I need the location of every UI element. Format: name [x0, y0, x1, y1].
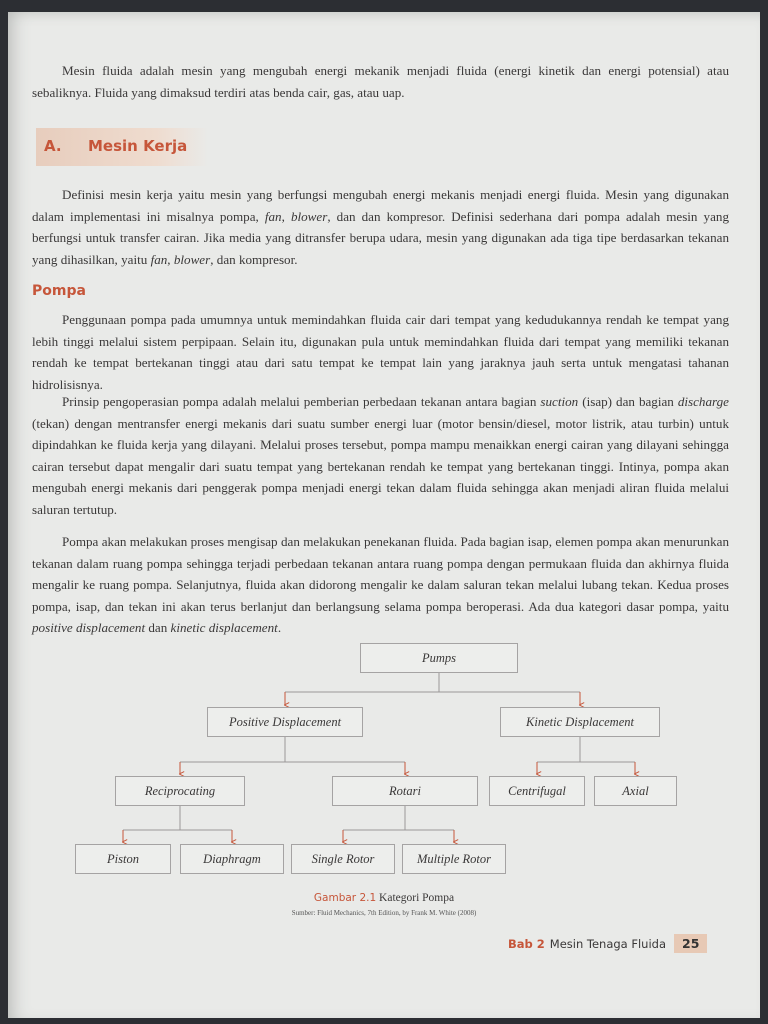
node-positive-displacement: Positive Displacement — [207, 707, 363, 737]
diagram-connectors — [8, 12, 760, 892]
node-rotari: Rotari — [332, 776, 478, 806]
pompa-paragraph-2: Prinsip pengoperasian pompa adalah melalui pemberian perbedaan tekanan antara bagian suction (isap) dan bagian discharge (tekan) dengan mentransfer energi mekanis dari suatu sumber energi luar (motor bensin/diesel, motor listrik, atau turbin) untuk dipindahkan ke fluida kerja yang dilayani. Melalui proses tersebut, pompa mampu menaikkan energi cairan yang dilayani sehingga cairan tersebut dapat mengalir dari suatu tempat yang bertekanan rendah ke tempat yang bertekanan tinggi. Intinya, pompa akan mengubah energi mekanis dari penggerak pompa menjadi energi tekan dalam fluida sehingga akan menjadi aliran fluida melalui saluran tertutup. — [32, 394, 729, 517]
node-multiple-rotor: Multiple Rotor — [402, 844, 506, 874]
node-kinetic-displacement: Kinetic Displacement — [500, 707, 660, 737]
section-letter: A. — [44, 137, 62, 155]
pompa-paragraph-1: Penggunaan pompa pada umumnya untuk memindahkan fluida cair dari tempat yang kedudukannya rendah ke tempat yang lebih tinggi melalui sistem perpipaan. Selain itu, digunakan pula untuk memindahkan fluida dari tempat yang memiliki tekanan rendah ke tempat bertekanan tinggi atau dari satu tempat ke tempat lain yang jaraknya jauh serta untuk mengatasi tahanan hidrolisisnya. — [32, 312, 729, 392]
figure-caption — [8, 892, 760, 904]
node-single-rotor: Single Rotor — [291, 844, 395, 874]
figure-source: Sumber: Fluid Mechanics, 7th Edition, by Frank M. White (2008) — [291, 909, 477, 917]
pompa-paragraph-3: Pompa akan melakukan proses mengisap dan melakukan penekanan fluida. Pada bagian isap, elemen pompa akan menurunkan tekanan dalam ruang pompa sehingga terjadi perbedaan tekanan antara ruang pompa dengan permukaan fluida dan akhirnya fluida mengalir ke ruang pompa. Selanjutnya, fluida akan didorong mengalir ke dalam saluran tekan melalui lubang tekan. Kedua proses pompa, isap, dan tekan ini akan terus berlanjut dan berlangsung selama pompa beroperasi. Ada dua kategori dasar pompa, yaitu positive displacement dan kinetic displacement. — [32, 534, 729, 636]
caption-label: Gambar 2.1 — [313, 892, 377, 904]
subsection-title: Pompa — [32, 283, 86, 299]
book-page — [8, 12, 760, 1018]
node-pumps: Pumps — [360, 643, 518, 673]
caption-text: Kategori Pompa — [379, 892, 455, 904]
footer-chapter: Bab 2 — [508, 936, 545, 951]
page-number: 25 — [674, 934, 707, 953]
intro-paragraph: Mesin fluida adalah mesin yang mengubah energi mekanik menjadi fluida (energi kinetik dan energi potensial) atau sebaliknya. Fluida yang dimaksud terdiri atas benda cair, gas, atau uap. — [32, 63, 729, 100]
node-reciprocating: Reciprocating — [115, 776, 245, 806]
node-diaphragm: Diaphragm — [180, 844, 284, 874]
footer-title: Mesin Tenaga Fluida — [549, 936, 667, 951]
node-piston: Piston — [75, 844, 171, 874]
page-footer — [508, 934, 707, 953]
node-axial: Axial — [594, 776, 677, 806]
section-title: Mesin Kerja — [88, 137, 188, 155]
section-paragraph: Definisi mesin kerja yaitu mesin yang berfungsi mengubah energi mekanis menjadi energi fluida. Mesin yang digunakan dalam implementasi ini misalnya pompa, fan, blower, dan dan kompresor. Definisi sederhana dari pompa adalah mesin yang berfungsi untuk transfer cairan. Jika media yang ditransfer berupa udara, mesin yang digunakan ada tiga tipe berdasarkan tekanan yang dihasilkan, yaitu fan, blower, dan kompresor. — [32, 187, 729, 267]
node-centrifugal: Centrifugal — [489, 776, 585, 806]
